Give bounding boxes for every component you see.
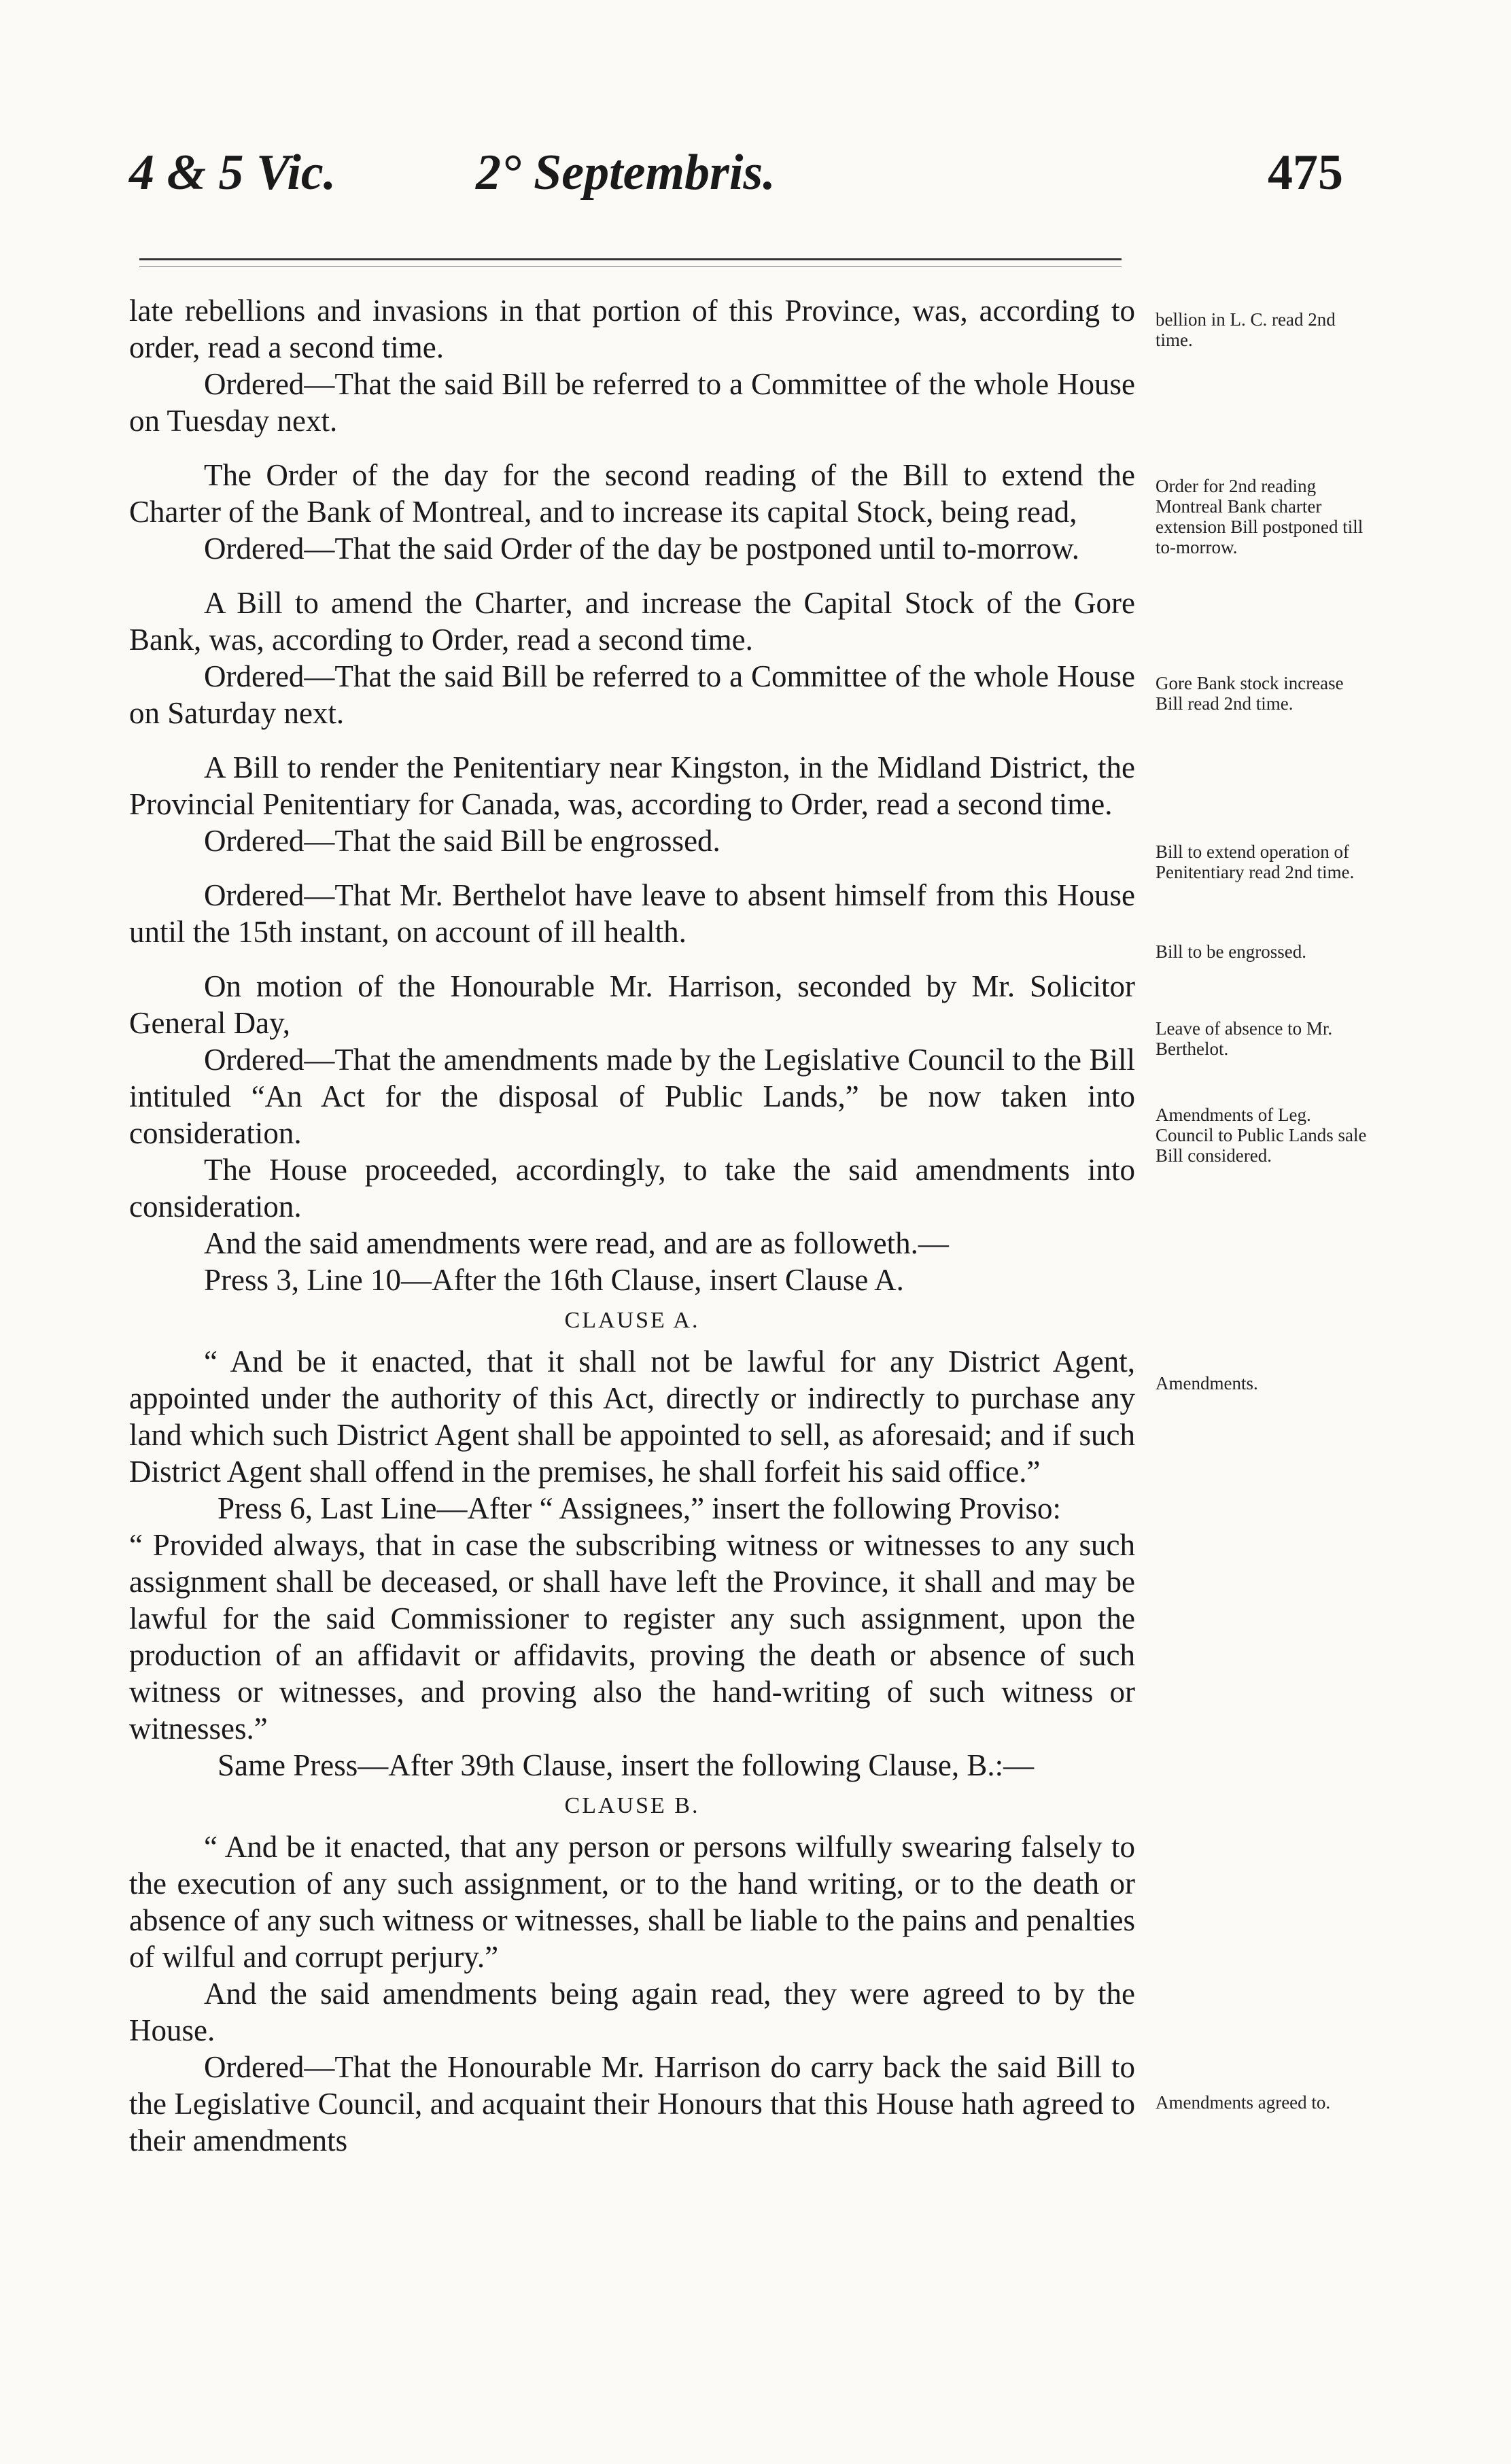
margin-note: Order for 2nd reading Montreal Bank charter extension Bill postponed till to-morrow.	[1156, 476, 1364, 557]
page-body	[129, 292, 1135, 2159]
paragraph: “ Provided always, that in case the subscribing witness or witnesses to any such assignment shall be deceased, or shall have left the Province, it shall and may be lawful for the said Commissioner to register any such assignment, upon the production of an affidavit or affidavits, proving the death or absence of such witness or witnesses, and proving also the hand-writing of such witness or witnesses.”	[129, 1528, 1135, 1746]
header-date: 2° Septembris.	[476, 145, 776, 201]
paragraph: The House proceeded, accordingly, to take the said amendments into consideration.	[129, 1153, 1135, 1224]
paragraph: late rebellions and invasions in that portion of this Province, was, according to order, read a second time.	[129, 294, 1135, 364]
paragraph: “ And be it enacted, that any person or persons wilfully swearing falsely to the execution of any such assignment, or to the hand writing, or to the death or absence of any such witness or witnesses, shall be liable to the pains and penalties of wilful and corrupt perjury.”	[129, 1830, 1135, 1974]
paragraph: The Order of the day for the second reading of the Bill to extend the Charter of the Bank of Montreal, and to increase its capital Stock, being read,	[129, 458, 1135, 529]
paragraph: Press 3, Line 10—After the 16th Clause, insert Clause A.	[204, 1263, 904, 1297]
paragraph: Ordered—That the said Bill be referred to a Committee of the whole House on Saturday next.	[129, 659, 1135, 730]
clause-heading: CLAUSE A.	[564, 1308, 700, 1333]
paragraph: Ordered—That the Honourable Mr. Harrison do carry back the said Bill to the Legislative Council, and acquaint their Honours that this House hath agreed to their amendments	[129, 2050, 1135, 2157]
paragraph: Same Press—After 39th Clause, insert the following Clause, B.:—	[218, 1748, 1035, 1782]
paragraph: And the said amendments being again read, they were agreed to by the House.	[129, 1977, 1135, 2047]
margin-note: Amendments.	[1156, 1373, 1258, 1393]
page-number: 475	[1268, 145, 1343, 201]
margin-note: Bill to be engrossed.	[1156, 941, 1306, 962]
paragraph: Ordered—That the said Order of the day be postponed until to-morrow.	[204, 532, 1079, 566]
margin-note: Amendments agreed to.	[1156, 2092, 1331, 2113]
header-rule-thin	[139, 266, 1122, 267]
margin-note: Amendments of Leg. Council to Public Lands sale Bill considered.	[1156, 1105, 1367, 1166]
paragraph: “ And be it enacted, that it shall not be lawful for any District Agent, appointed under the authority of this Act, directly or indirectly to purchase any land which such District Agent shall be appointed to sell, as aforesaid; and if such District Agent shall offend in the premises, he shall forfeit his said office.”	[129, 1344, 1135, 1489]
paragraph: Press 6, Last Line—After “ Assignees,” insert the following Proviso:	[218, 1491, 1062, 1525]
margin-note: bellion in L. C. read 2nd time.	[1156, 309, 1336, 350]
header-session: 4 & 5 Vic.	[129, 145, 336, 201]
paragraph: Ordered—That Mr. Berthelot have leave to absent himself from this House until the 15th instant, on account of ill health.	[129, 878, 1135, 949]
paragraph: Ordered—That the amendments made by the Legislative Council to the Bill intituled “An Act for the disposal of Public Lands,” be now taken into consideration.	[129, 1043, 1135, 1150]
page-header	[129, 144, 1353, 219]
paragraph: Ordered—That the said Bill be referred to a Committee of the whole House on Tuesday next.	[129, 367, 1135, 438]
margin-note: Leave of absence to Mr. Berthelot.	[1156, 1018, 1333, 1059]
margin-note: Gore Bank stock increase Bill read 2nd time.	[1156, 673, 1344, 714]
paragraph: A Bill to amend the Charter, and increase the Capital Stock of the Gore Bank, was, according to Order, read a second time.	[129, 586, 1135, 657]
paragraph: Ordered—That the said Bill be engrossed.	[204, 824, 720, 858]
paragraph: And the said amendments were read, and are as followeth.—	[204, 1226, 949, 1260]
clause-heading: CLAUSE B.	[564, 1793, 700, 1818]
paragraph: A Bill to render the Penitentiary near Kingston, in the Midland District, the Provincial Penitentiary for Canada, was, according to Order, read a second time.	[129, 750, 1135, 821]
paragraph: On motion of the Honourable Mr. Harrison, seconded by Mr. Solicitor General Day,	[129, 969, 1135, 1040]
margin-note: Bill to extend operation of Penitentiary read 2nd time.	[1156, 841, 1355, 882]
header-rule	[139, 258, 1122, 260]
